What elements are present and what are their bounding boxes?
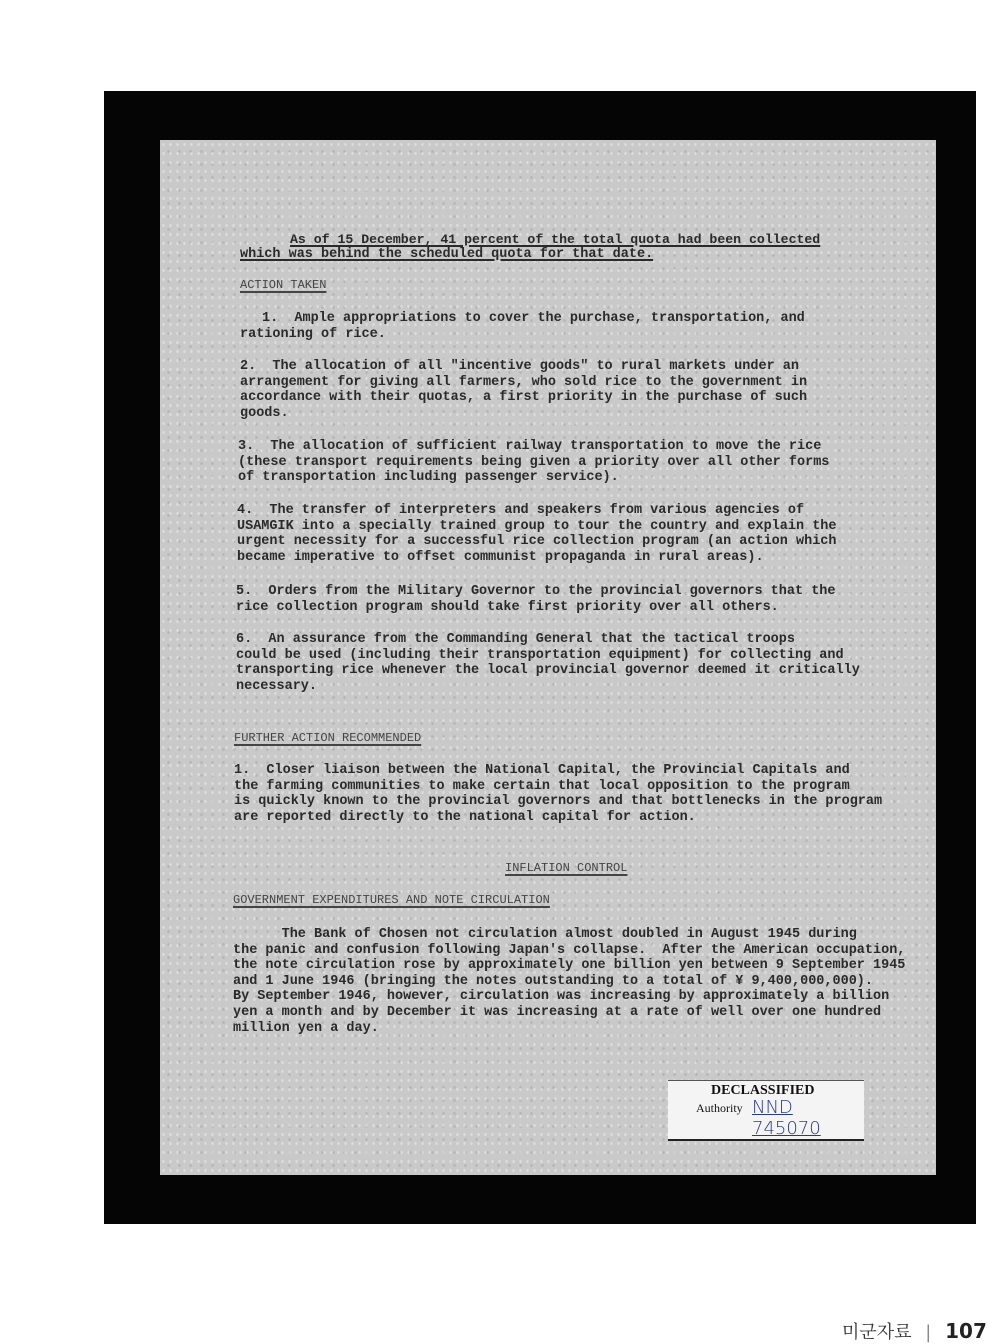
further-action-heading: FURTHER ACTION RECOMMENDED (234, 731, 422, 745)
inflation-paragraph: The Bank of Chosen not circulation almost doubled in August 1945 during the panic and confusion following Japan's collapse. After the American occupation, the note circulation rose by approximately one billion yen between 9 September 1945 and 1 June 1946 (bringing the notes outstanding to a total of ¥ 9,400,000,000). By September 1946, however, circulation was increasing by approximately a billion yen a month and by December it was increasing at a rate of well over one hundred million yen a day. (233, 927, 906, 1036)
expenditures-subheading: GOVERNMENT EXPENDITURES AND NOTE CIRCULATION (233, 893, 550, 907)
action-taken-heading: ACTION TAKEN (240, 278, 327, 292)
intro-line-2: which was behind the scheduled quota for that date. (240, 247, 654, 262)
stamp-authority-code: NND 745070 (752, 1097, 821, 1139)
inflation-control-heading: INFLATION CONTROL (505, 861, 628, 875)
action-item-1: 1. Ample appropriations to cover the purchase, transportation, and rationing of rice. (240, 311, 805, 342)
intro-line-1: As of 15 December, 41 percent of the total quota had been collected (290, 232, 821, 247)
stamp-authority-label: Authority (696, 1101, 743, 1115)
action-item-6: 6. An assurance from the Commanding General that the tactical troops could be used (including their transportation equipment) for collecting and transporting rice whenever the local provincial governor deemed it critically necessary. (236, 632, 860, 694)
action-item-3: 3. The allocation of sufficient railway transportation to move the rice (these transport requirements being given a priority over all other forms of transportation including passenger service). (238, 439, 830, 486)
page-number: 107 (945, 1319, 987, 1343)
footer-separator: | (925, 1322, 932, 1343)
action-item-5: 5. Orders from the Military Governor to the provincial governors that the rice collection program should take first priority over all others. (236, 584, 836, 615)
action-item-4: 4. The transfer of interpreters and speakers from various agencies of USAMGIK into a specially trained group to tour the country and explain the urgent necessity for a successful rice collection program (an action which became imperative to offset communist propaganda in rural areas). (237, 503, 837, 565)
footer-section-title: 미군자료 (842, 1322, 912, 1343)
action-item-2: 2. The allocation of all "incentive goods" to rural markets under an arrangement for giving all farmers, who sold rice to the government in accordance with their quotas, a first priority in the purchase of such goods. (240, 359, 808, 421)
stamp-title: DECLASSIFIED (711, 1083, 815, 1098)
further-action-item-1: 1. Closer liaison between the National Capital, the Provincial Capitals and the farming communities to make certain that local opposition to the program is quickly known to the provincial governors and that bottlenecks in the program are reported directly to the national capital for action. (234, 763, 883, 825)
declassified-stamp (668, 1080, 864, 1141)
page-footer (842, 1318, 987, 1344)
